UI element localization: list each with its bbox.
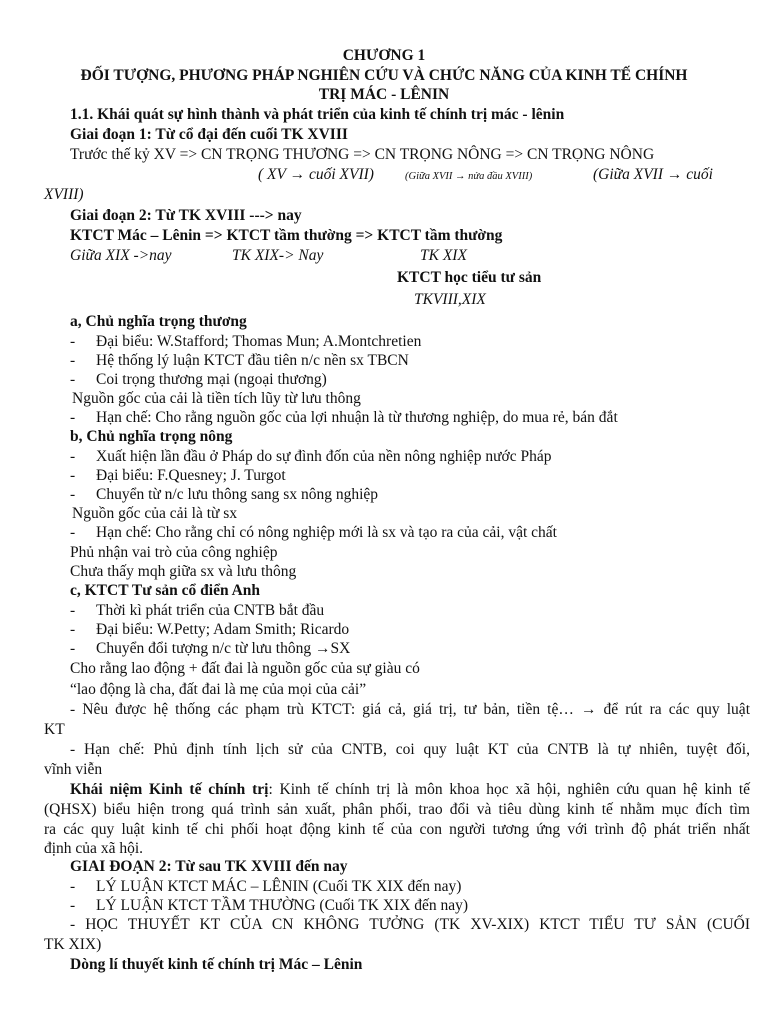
part-c-merit-line1: - Nêu được hệ thống các phạm trù KTCT: giá cả, giá trị, tư bản, tiền tệ… → để rút ra các quy luật xyxy=(70,701,750,718)
list-item: - Chuyển đổi tượng n/c từ lưu thông →SX xyxy=(70,640,351,657)
list-item: - Xuất hiện lần đầu ở Pháp do sự đình đốn của nền nông nghiệp nước Pháp xyxy=(70,448,552,465)
stage2b-heading: GIAI ĐOẠN 2: Từ sau TK XVIII đến nay xyxy=(70,858,348,875)
part-c-limit-line1: - Hạn chế: Phủ định tính lịch sử của CNTB, coi quy luật KT của CNTB là tự nhiên, tuyệt đối, xyxy=(70,741,750,758)
part-c-quote: “lao động là cha, đất đai là mẹ của mọi của cải” xyxy=(70,681,367,698)
list-item: - LÝ LUẬN KTCT MÁC – LÊNIN (Cuối TK XIX đến nay) xyxy=(70,878,462,895)
part-c-view: Cho rằng lao động + đất đai là nguồn gốc của sự giàu có xyxy=(70,660,420,677)
chapter-number: CHƯƠNG 1 xyxy=(342,47,426,64)
chapter-title-line1: ĐỐI TƯỢNG, PHƯƠNG PHÁP NGHIÊN CỨU VÀ CHỨC NĂNG CỦA KINH TẾ CHÍNH xyxy=(80,67,688,84)
list-item: - Coi trọng thương mại (ngoại thương) xyxy=(70,371,327,388)
stage2-note-1: Giữa XIX ->nay xyxy=(70,247,172,264)
part-a-heading: a, Chủ nghĩa trọng thương xyxy=(70,313,247,330)
section-heading-1-1: 1.1. Khái quát sự hình thành và phát triển của kinh tế chính trị mác - lênin xyxy=(70,106,565,123)
part-c-heading: c, KTCT Tư sản cổ điển Anh xyxy=(70,582,261,599)
list-item: - Hệ thống lý luận KTCT đầu tiên n/c nền sx TBCN xyxy=(70,352,409,369)
list-item: - Đại biểu: W.Stafford; Thomas Mun; A.Montchretien xyxy=(70,333,422,350)
part-c-merit-line2: KT xyxy=(44,721,65,738)
stage1-heading: Giai đoạn 1: Từ cổ đại đến cuối TK XVIII xyxy=(70,126,348,143)
stage1-note-a: ( XV → cuối XVII) xyxy=(258,166,374,183)
closing-heading: Dòng lí thuyết kinh tế chính trị Mác – Lênin xyxy=(70,956,363,973)
concept-line2: (QHSX) biểu hiện trong quá trình sản xuất, phân phối, trao đổi và tiêu dùng kinh tế nhằm mục đích tìm xyxy=(44,801,750,818)
petty-bourgeois-note: TKVIII,XIX xyxy=(414,291,486,308)
concept-line4: định của xã hội. xyxy=(44,840,144,857)
part-b-heading: b, Chủ nghĩa trọng nông xyxy=(70,428,233,445)
petty-bourgeois-economics: KTCT học tiểu tư sản xyxy=(397,269,542,286)
list-item: - Chuyển từ n/c lưu thông sang sx nông nghiệp xyxy=(70,486,379,503)
concept-line3: ra các quy luật kinh tế chi phối hoạt động kinh tế của con người tương ứng với trình độ phát triển nhất xyxy=(44,821,750,838)
list-item: - LÝ LUẬN KTCT TẦM THƯỜNG (Cuối TK XIX đến nay) xyxy=(70,897,469,914)
concept-label: Khái niệm Kinh tế chính trị xyxy=(70,781,269,798)
part-a-source: Nguồn gốc của cải là tiền tích lũy từ lưu thông xyxy=(72,390,361,407)
list-item: - Hạn chế: Cho rằng nguồn gốc của lợi nhuận là từ thương nghiệp, do mua rẻ, bán đắt xyxy=(70,409,618,426)
stage1-note-b: (Giữa XVII → nửa đầu XVIII) xyxy=(405,171,533,182)
list-item: - Đại biểu: W.Petty; Adam Smith; Ricardo xyxy=(70,621,350,638)
stage1-sequence: Trước thế kỷ XV => CN TRỌNG THƯƠNG => CN TRỌNG NÔNG => CN TRỌNG NÔNG xyxy=(70,146,655,163)
stage2-sequence: KTCT Mác – Lênin => KTCT tầm thường => KTCT tầm thường xyxy=(70,227,503,244)
stage2-note-3: TK XIX xyxy=(420,247,467,264)
part-b-extra-2: Chưa thấy mqh giữa sx và lưu thông xyxy=(70,563,297,580)
list-item: - Đại biểu: F.Quesney; J. Turgot xyxy=(70,467,286,484)
stage2-note-2: TK XIX-> Nay xyxy=(232,247,324,264)
part-b-source: Nguồn gốc của cải là từ sx xyxy=(72,505,238,522)
concept-line1: Khái niệm Kinh tế chính trị: Kinh tế chính trị là môn khoa học xã hội, nghiên cứu quan hệ kinh tế xyxy=(70,781,751,798)
part-c-limit-line2: vĩnh viễn xyxy=(44,761,103,778)
stage2b-item3-line1: - HỌC THUYẾT KT CỦA CN KHÔNG TƯỞNG (TK XV-XIX) KTCT TIỂU TƯ SẢN (CUỐI xyxy=(70,916,750,933)
stage1-note-c: (Giữa XVII → cuối xyxy=(593,166,713,183)
part-b-extra-1: Phủ nhận vai trò của công nghiệp xyxy=(70,544,278,561)
stage2b-item3-line2: TK XIX) xyxy=(44,936,102,953)
list-item: - Hạn chế: Cho rằng chỉ có nông nghiệp mới là sx và tạo ra của cải, vật chất xyxy=(70,524,557,541)
stage2-heading: Giai đoạn 2: Từ TK XVIII ---> nay xyxy=(70,207,302,224)
stage1-note-c-cont: XVIII) xyxy=(44,186,84,203)
chapter-title-line2: TRỊ MÁC - LÊNIN xyxy=(318,86,450,103)
list-item: - Thời kì phát triển của CNTB bắt đầu xyxy=(70,602,325,619)
